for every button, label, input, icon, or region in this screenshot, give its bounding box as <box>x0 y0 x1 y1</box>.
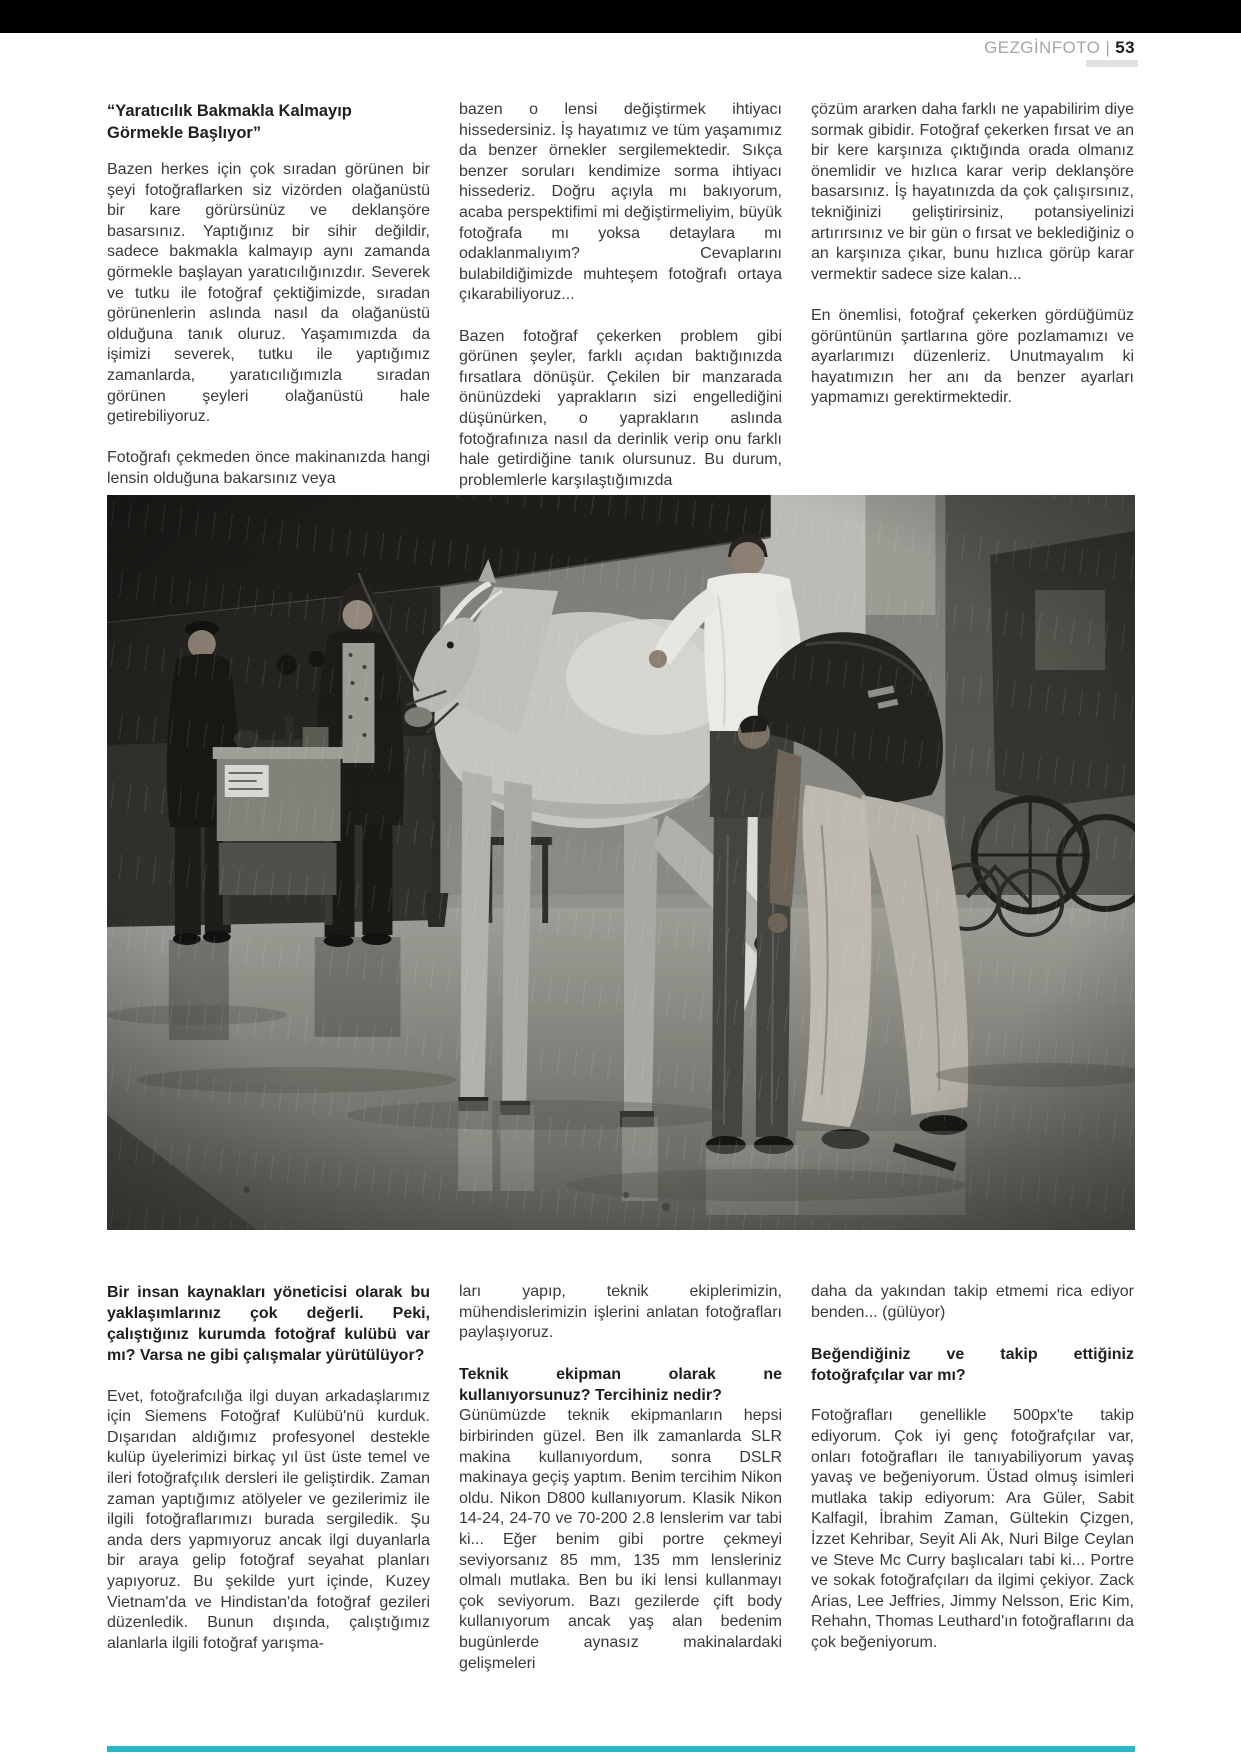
intro-column-2 <box>459 100 782 491</box>
paragraph: Bazen herkes için çok sıradan görünen bir şeyi fotoğraflarken siz vizörden olağanüstü bir kare görürsünüz ve deklanşöre basarsınız. Yaptığınız bir sihir değildir, sadece bakmakla kalmayıp aynı zamanda görmekle başlayan yaratıcılığınızdır. Severek ve tutku ile fotoğraf çektiğimizde, sıradan görünenlerin aslında nasıl da olağanüstü olduğuna tanık oluruz. Yaşamımızda da işimizi severek, tutku ile yaptığımız zamanlarda, yaratıcılığımızla sıradan görünen şeyleri olağanüstü hale getirebiliyoruz. <box>107 161 430 426</box>
interview-question: Bir insan kaynakları yöneticisi olarak bu yaklaşımlarınız çok değerli. Peki, çalıştığınız kurumda fotoğraf kulübü var mı? Varsa ne gibi çalışmalar yürütülüyor? <box>107 1284 430 1364</box>
magazine-name: GEZGİNFOTO <box>984 38 1101 57</box>
page-number: 53 <box>1115 38 1135 57</box>
interview-columns <box>107 1282 1135 1674</box>
intro-column-3 <box>811 100 1134 491</box>
street-farrier-scene-illustration <box>107 495 1135 1230</box>
header-underline <box>1086 60 1138 67</box>
interview-column-3 <box>811 1282 1134 1674</box>
paragraph: bazen o lensi değiştirmek ihtiyacı hissedersiniz. İş hayatımız ve tüm yaşamımız da benzer örnekler sergilemektedir. Sıkça benzer soruları kendimize sorma ihtiyacı hissederiz. Doğru açıyla mı bakıyorum, acaba perspektifimi mi değiştirmeliyim, büyük fotoğrafa mı yoksa detaylara mı odaklanmalıyım? Cevaplarını bulabildiğimizde muhteşem fotoğrafı ortaya çıkarabiliyoruz... <box>459 101 782 304</box>
paragraph: çözüm ararken daha farklı ne yapabilirim diye sormak gibidir. Fotoğraf çekerken fırsat ve an bir kere karşınıza çıktığında orada olmanız önemlidir ve hızlıca karar verip deklanşöre basarsınız. İş hayatınızda da çok çalışırsınız, tekniğinizi geliştirirsiniz, potansiyelinizi artırırsınız ve bir gün o fırsat ve beklediğiniz o an karşınıza çıkar, bunu hızlıca görüp karar vermektir sadece size kalan... <box>811 101 1134 283</box>
interview-column-2 <box>459 1282 782 1674</box>
interview-question: Teknik ekipman olarak ne kullanıyorsunuz? Tercihiniz nedir? <box>459 1366 782 1405</box>
interview-question: Beğendiğiniz ve takip ettiğiniz fotoğrafçılar var mı? <box>811 1345 1134 1384</box>
interview-answer: Evet, fotoğrafcılığa ilgi duyan arkadaşlarımız için Siemens Fotoğraf Kulübü'nü kurduk. Dışarıdan aldığımız profesyonel destekle kulüp üyelerimizi birkaç yıl üst üste temel ve ileri fotoğrafçılık dersleri ile geliştirdik. Zaman zaman yaptığımız atölyeler ve gezilerimiz ile ilgili fotoğraflarımızı burada sergiledik. Şu anda ders yapmıyoruz ancak ilgi duyanlarla bir araya gelip fotoğraf seyahat planları yapıyoruz. Bu şekilde yurt içinde, Kuzey Vietnam'da ve Hindistan'da fotoğraf gezileri düzenledik. Bunun dışında, çalıştığımız alanlarla ilgili fotoğraf yarışma- <box>107 1387 430 1652</box>
intro-column-1 <box>107 100 430 491</box>
article-photo <box>107 495 1135 1230</box>
footer-accent-bar <box>107 1746 1135 1752</box>
interview-answer: Fotoğrafları genellikle 500px'te takip ediyorum. Çok iyi genç fotoğrafçılar var, onları fotoğrafları ile tanıyabiliyorum yavaş yavaş ve beğeniyorum. Üstad olmuş isimleri mutlaka takip ediyorum: Ara Güler, Sabit Kalfagil, İbrahim Zaman, Gültekin Çizgen, İzzet Kehribar, Seyit Ali Ak, Nuri Bilge Ceylan ve Steve Mc Curry başlıcaları tabi ki... Portre ve sokak fotoğrafçıları da ilgimi çekiyor. Zack Arias, Lee Jeffries, Jimmy Nelsson, Eric Kim, Rehahn, Thomas Leuthard'ın fotoğraflarını da çok beğeniyorum. <box>811 1407 1134 1651</box>
paragraph: En önemlisi, fotoğraf çekerken gördüğümüz görüntünün şartlarına göre pozlamamızı ve ayarlarımızı düzenleriz. Unutmayalım ki hayatımızın her anı da benzer ayarları yapmamızı gerektirmektedir. <box>811 306 1134 407</box>
page-header <box>984 38 1135 58</box>
paragraph: ları yapıp, teknik ekiplerimizin, mühendislerimizin işlerini anlatan fotoğrafları paylaşıyoruz. <box>459 1283 782 1342</box>
article-subtitle: “Yaratıcılık Bakmakla Kalmayıp Görmekle Başlıyor” <box>107 102 352 142</box>
paragraph: daha da yakından takip etmemi rica ediyor benden... (gülüyor) <box>811 1283 1134 1321</box>
interview-column-1 <box>107 1282 430 1674</box>
paragraph: Fotoğrafı çekmeden önce makinanızda hangi lensin olduğuna bakarsınız veya <box>107 449 430 487</box>
header-separator: | <box>1100 38 1116 57</box>
intro-columns <box>107 100 1135 491</box>
top-black-bar <box>0 0 1241 33</box>
interview-answer: Günümüzde teknik ekipmanların hepsi birbirinden güzel. Ben ilk zamanlarda SLR makina kullanıyordum, sonra DSLR makinaya geçiş yaptım. Benim tercihim Nikon oldu. Nikon D800 kullanıyorum. Klasik Nikon 14-24, 24-70 ve 70-200 2.8 lenslerim var tabi ki... Eğer benim gibi portre çekmeyi seviyorsanız 85 mm, 135 mm lensleriniz olmalı mutlaka. Ben bu iki lensi kullanmayı çok seviyorum. Bazı gezilerde çift body kullanıyorum ancak yaş alan bedenim bugünlerde aynasız makinalardaki gelişmeleri <box>459 1407 782 1672</box>
paragraph: Bazen fotoğraf çekerken problem gibi görünen şeyler, farklı açıdan baktığınızda fırsatlara dönüşür. Çekilen bir manzarada önünüzdeki yaprakların sizi engellediğini düşünürken, o yaprakların aslında fotoğrafınıza nasıl da derinlik verip onu farklı hale getirdiğine tanık olursunuz. Bu durum, problemlerle karşılaştığımızda <box>459 327 782 489</box>
